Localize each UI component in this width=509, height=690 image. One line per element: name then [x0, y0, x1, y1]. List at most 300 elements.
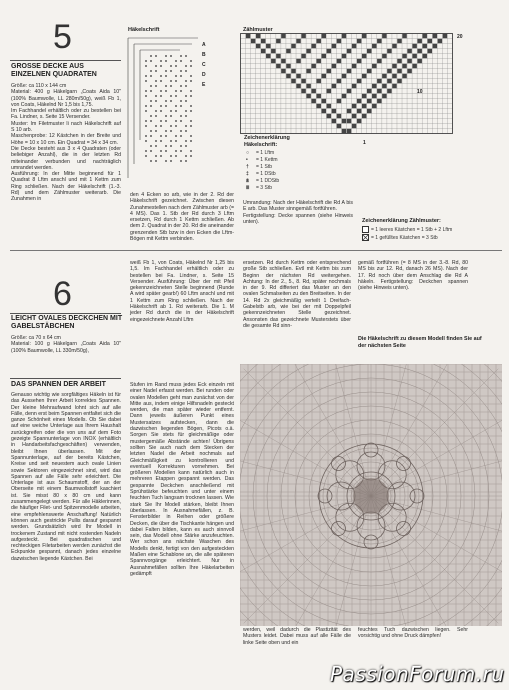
filled-cell [311, 64, 315, 68]
stitch-mark [170, 155, 172, 157]
stitch-mark [185, 145, 187, 147]
paragraph: Material: 100 g Häkelgarn „Coats Aida 10" (100% Baumwolle, LL 330m/50g), [11, 341, 121, 354]
stitch-mark [185, 80, 187, 82]
filled-cell [347, 129, 351, 133]
filled-cell [311, 89, 315, 93]
stitch-mark [160, 90, 162, 92]
filled-cell [352, 44, 356, 48]
filled-cell [412, 44, 416, 48]
filled-cell [337, 114, 341, 118]
filled-cell [342, 34, 346, 38]
filled-cell [246, 34, 250, 38]
stitch-mark [185, 155, 187, 157]
filled-cell [377, 59, 381, 63]
stitch-mark [185, 85, 187, 87]
stitch-mark [165, 55, 167, 57]
stitch-mark [180, 70, 182, 72]
stitch-mark [170, 145, 172, 147]
stitch-mark [145, 120, 147, 122]
stitch-mark [175, 140, 177, 142]
stitch-mark [185, 125, 187, 127]
stitch-mark [175, 125, 177, 127]
filled-cell [352, 84, 356, 88]
filled-cell [423, 34, 427, 38]
filled-cell [296, 39, 300, 43]
filled-cell [417, 49, 421, 53]
stitch-mark [160, 110, 162, 112]
filled-cell [362, 34, 366, 38]
filled-cell [276, 39, 280, 43]
stitch-mark [150, 100, 152, 102]
legend-text: = 1 Lftm [256, 150, 275, 156]
legend-text: = 1 DDStb [256, 178, 280, 184]
stitch-mark [180, 130, 182, 132]
chart-label-20: 20 [457, 34, 463, 40]
next-page-note: Die Häkelschrift zu diesem Modell finden Sie auf der nächsten Seite [358, 336, 482, 349]
stitch-mark [190, 120, 192, 122]
filled-cell [251, 39, 255, 43]
paragraph: feuchtes Tuch dazwischen liegen. Sehr vorsichtig und ohne Druck dämpfen! [358, 627, 468, 640]
stitch-mark [175, 95, 177, 97]
filled-cell [362, 104, 366, 108]
stitch-mark [170, 100, 172, 102]
stitch-mark [170, 140, 172, 142]
slip-stitch-symbol-icon: • [246, 157, 248, 163]
stitch-mark [155, 85, 157, 87]
stitch-mark [170, 55, 172, 57]
divider [10, 313, 121, 314]
stitch-mark [170, 125, 172, 127]
triple-treble-symbol-icon: ⩲ [246, 178, 249, 184]
stitch-mark [175, 80, 177, 82]
spannen-bottom1 [243, 627, 351, 646]
stitch-mark [145, 80, 147, 82]
stitch-mark [150, 55, 152, 57]
paragraph: Genauso wichtig wie sorgfältiges Häkeln ist für das Aussehen Ihrer Arbeit korrektes Spannen. Der kleine Mehraufwand lohnt sich auf alle Fälle, denn erst beim Spannen entfaltet sich die ganze Schönheit eines Modells. Ob Sie dabei auf eine weiche Unterlage aus Ihrem Haushalt zurückgreifen oder die von uns auf dem Foto gezeigte Spannunterlage von INOX (erhältlich in Handarbeitsfachgeschäften) verwenden, bleibt Ihnen überlassen. Mit der Spannunterlage, auf der bereits Kästchen, Kreise und seit neuestem auch ovale Linien sowie Sektoren eingezeichnet sind, wird das Spannen auf alle Fälle sehr erleichtert. Die Unterlage ist aus Schaumstoff, der an der Oberseite mit einem Baumwollstoff kaschiert ist. Sie misst 80 x 80 cm und kann zusammengelegt werden. Für alle Häklerinnen, die häufiger Filet- und Spitzenmodelle arbeiten, eine empfehlenswerte Anschaffung! Natürlich können auch gestrickte Pullis darauf gespannt werden. Grundsätzlich wird Ihr Modell in trockenem Zustand mit nicht rostenden Nadeln aufgesteckt. Bei quadratischen und rechteckigen Filetarbeiten werden zunächst die Eckpunkte gespannt, danach jedes einzelne dazwischen liegende Kästchen. Bei [11, 392, 121, 562]
filled-cell [342, 74, 346, 78]
filled-cell [286, 64, 290, 68]
stitch-mark [165, 85, 167, 87]
stitch-mark [190, 105, 192, 107]
stitch-mark [175, 65, 177, 67]
filled-cell [332, 119, 336, 123]
stitch-mark [155, 155, 157, 157]
stitch-mark [165, 135, 167, 137]
stitch-mark [185, 130, 187, 132]
stitch-mark [155, 80, 157, 82]
filled-cell [402, 74, 406, 78]
stitch-mark [190, 155, 192, 157]
filled-cell [327, 49, 331, 53]
filled-cell [372, 104, 376, 108]
filled-box-icon [362, 234, 369, 241]
crochet-chart-title: Häkelschrift [128, 27, 160, 33]
filled-cell [397, 59, 401, 63]
filled-cell [306, 94, 310, 98]
count-chart [240, 33, 458, 141]
stitch-mark [185, 70, 187, 72]
filled-cell [322, 34, 326, 38]
stitch-mark [180, 85, 182, 87]
filled-cell [317, 39, 321, 43]
stitch-mark [190, 80, 192, 82]
stitch-mark [160, 80, 162, 82]
stitch-mark [160, 135, 162, 137]
filled-cell [266, 44, 270, 48]
legend2-list [362, 226, 452, 242]
filled-cell [382, 84, 386, 88]
stitch-mark [150, 85, 152, 87]
stitch-mark [160, 140, 162, 142]
filled-cell [311, 44, 315, 48]
stitch-mark [145, 150, 147, 152]
stitch-mark [160, 75, 162, 77]
filled-cell [407, 59, 411, 63]
filled-cell [327, 104, 331, 108]
filled-cell [423, 44, 427, 48]
stitch-mark [165, 115, 167, 117]
filled-cell [347, 69, 351, 73]
stitch-mark [170, 160, 172, 162]
stitch-mark [185, 110, 187, 112]
stitch-mark [170, 115, 172, 117]
watermark: PassionForum.ru [330, 662, 505, 686]
filled-cell [352, 124, 356, 128]
stitch-mark [160, 105, 162, 107]
empty-box-icon [362, 226, 369, 233]
section-number-6: 6 [53, 275, 72, 313]
stitch-mark [180, 100, 182, 102]
stitch-mark [170, 85, 172, 87]
spannen-col2 [130, 382, 234, 577]
chart-label-10: 10 [417, 89, 423, 95]
paragraph: Die Decke besteht aus 3 x 4 Quadraten (oder beliebiger Anzahl), die in der letzten Rd miteinander verbunden und nachträglich umrandet werden. [11, 145, 121, 171]
paragraph: Ausführung: In der Mitte beginnend für 1 Quadrat 8 Lftm anschl und mit 1 Kettm zum Ring schließen. Nach der Häkelschrift (1.-3. Rd) und dem Zählmuster weiterarb. Die Zunahmen in [11, 171, 121, 203]
filled-cell [256, 34, 260, 38]
filled-cell [417, 39, 421, 43]
treble-symbol-icon: † [246, 164, 249, 170]
stitch-mark [180, 150, 182, 152]
stitch-mark [175, 150, 177, 152]
filled-cell [301, 34, 305, 38]
filled-cell [357, 119, 361, 123]
stitch-mark [190, 135, 192, 137]
stitch-mark [175, 105, 177, 107]
filled-cell [392, 84, 396, 88]
stitch-mark [150, 135, 152, 137]
stitch-mark [150, 60, 152, 62]
spannen-bottom2 [358, 627, 468, 640]
stitch-mark [170, 130, 172, 132]
spannen-col1 [11, 392, 121, 562]
filled-cell [291, 69, 295, 73]
stitch-mark [145, 65, 147, 67]
filled-cell [332, 64, 336, 68]
stitch-mark [170, 80, 172, 82]
filled-cell [412, 54, 416, 58]
stitch-mark [145, 105, 147, 107]
filled-cell [352, 114, 356, 118]
filled-cell [377, 39, 381, 43]
legend-text: = 1 Kettm [256, 157, 278, 163]
filled-cell [256, 44, 260, 48]
stitch-mark [165, 100, 167, 102]
filled-cell [276, 64, 280, 68]
stitch-mark [185, 65, 187, 67]
stitch-mark [155, 160, 157, 162]
filled-cell [433, 34, 437, 38]
stitch-mark [185, 140, 187, 142]
filled-cell [322, 54, 326, 58]
stitch-mark [165, 90, 167, 92]
filled-cell [291, 79, 295, 83]
section-6-col2 [130, 260, 234, 323]
stitch-mark [180, 55, 182, 57]
stitch-mark [145, 155, 147, 157]
divider [10, 250, 502, 251]
paragraph: Maschenprobe: 12 Kästchen in der Breite und Höhe = 10 x 10 cm. Ein Quadrat = 34 x 34 cm. [11, 133, 121, 146]
filled-cell [311, 99, 315, 103]
stitch-mark [150, 75, 152, 77]
filled-cell [337, 79, 341, 83]
stitch-mark [175, 60, 177, 62]
filled-cell [327, 89, 331, 93]
filled-cell [347, 49, 351, 53]
filled-cell [332, 84, 336, 88]
stitch-mark [170, 65, 172, 67]
legend2-title: Zeichenerklärung Zählmuster: [362, 218, 441, 224]
filled-cell [342, 54, 346, 58]
filled-cell [362, 74, 366, 78]
filled-cell [357, 39, 361, 43]
filled-cell [357, 109, 361, 113]
stitch-mark [145, 135, 147, 137]
divider [10, 378, 121, 379]
filled-cell [347, 119, 351, 123]
filled-cell [306, 49, 310, 53]
three-treble-symbol-icon: Ⅲ [246, 185, 250, 191]
stitch-mark [175, 155, 177, 157]
stitch-mark [160, 155, 162, 157]
filled-cell [306, 84, 310, 88]
crochet-chart [126, 34, 212, 180]
stitch-mark [155, 100, 157, 102]
filled-cell [417, 59, 421, 63]
legend-item [246, 150, 279, 157]
legend-text: = 3 Stb [256, 185, 272, 191]
filled-cell [286, 74, 290, 78]
filled-cell [377, 79, 381, 83]
filled-cell [317, 104, 321, 108]
stitch-mark [190, 125, 192, 127]
filled-cell [286, 49, 290, 53]
filled-cell [392, 74, 396, 78]
stitch-mark [145, 95, 147, 97]
filled-cell [317, 79, 321, 83]
filled-cell [433, 44, 437, 48]
stitch-mark [175, 90, 177, 92]
filled-cell [327, 114, 331, 118]
stitch-mark [150, 105, 152, 107]
blocking-board-photo [240, 364, 502, 626]
filled-cell [337, 39, 341, 43]
filled-cell [357, 99, 361, 103]
filled-cell [392, 44, 396, 48]
filled-cell [261, 49, 265, 53]
filled-cell [332, 109, 336, 113]
stitch-mark [185, 100, 187, 102]
stitch-mark [180, 115, 182, 117]
stitch-mark [160, 150, 162, 152]
filled-cell [407, 69, 411, 73]
legend-text: = 1 leeres Kästchen = 1 Stb + 2 Lftm [371, 226, 453, 233]
crochet-text [130, 192, 234, 242]
filled-cell [387, 49, 391, 53]
legend-list [246, 150, 279, 192]
filled-cell [367, 69, 371, 73]
paragraph: Stufen im Rand muss jedes Eck einzeln mit einer Nadel erfasst werden. Bei runden oder ovalen Modellen geht man zunächst von der Mitte aus, indem einige Hilfsnadeln gesteckt werden, die man später wieder entfernt. Dann jeweils äußeren Punkt eines Mustersatzes aufstecken, dann die dazwischen liegenden Bögen, Picots o.ä. Sorgen Sie stets für gleichmäßige oder mustergemäße Abstände achten! Übrigens sollten Sie auch nach dem Stecken der letzten Nadel die Arbeit nochmals auf Gleichmäßigkeit zu kontrollieren und eventuell Korrekturen vornehmen. Bei größeren Modellen kann natürlich auch in mehreren Etappen gespannt werden. Das gespannte Deckchen anschließend mit Sprühstärke befeuchten und unter einem feuchten Tuch langsam trocknen lassen. Wie stark Sie Ihr Modell stärken, bleibt Ihnen überlassen. In Ausnahmefällen, z. B. Fensterbilder in Reihen oder größere Decken, die über die Tischkante hängen und dabei Falten bilden, kann es auch sinnvoll sein, das Modell ohne Stärke anzufeuchten. Wer schon ans nächste Waschen des Modells denkt, fertigt von den aufgesteckten Maßen eine Schablone an, die alle späteren Spannvorgänge erleichtert. Nur in Ausnahmefällen sollten Ihre Häkelarbeiten gedämpft [130, 382, 234, 577]
section-title-6: LEICHT OVALES DECKCHEN MIT GABELSTÄBCHEN [11, 315, 123, 330]
stitch-mark [190, 65, 192, 67]
stitch-mark [180, 75, 182, 77]
stitch-mark [180, 135, 182, 137]
filled-cell [387, 89, 391, 93]
filled-cell [322, 109, 326, 113]
stitch-mark [150, 120, 152, 122]
stitch-mark [150, 145, 152, 147]
paragraph: den 4 Ecken so arb, wie in der 2. Rd der Häkelschrift gezeichnet. Zwischen diesen Zunahmestellen nach dem Zählmuster arb (= 4 MS). Das 1. Stb der Rd durch 3 Lftm ersetzen, Rd durch 1 Kettm schließen. Ab dem 2. Quadrat in der 20. Rd die aneinander grenzenden Stb bzw in den Ecken die Lftm-Bögen mit Kettm verbinden. [130, 192, 234, 243]
filled-cell [387, 69, 391, 73]
paragraph: werden, weil dadurch die Plastizität des Musters leidet. Dabei muss auf alle Fälle die linke Seite oben und ein [243, 627, 351, 646]
filled-cell [357, 59, 361, 63]
filled-cell [412, 64, 416, 68]
paragraph: Größe: ca 110 x 144 cm [11, 83, 67, 89]
stitch-mark [165, 120, 167, 122]
section-number-5: 5 [53, 18, 72, 56]
filled-cell [397, 79, 401, 83]
stitch-mark [185, 55, 187, 57]
stitch-mark [170, 70, 172, 72]
stitch-mark [145, 125, 147, 127]
paragraph: Muster: Im Filetmuster li nach Häkelschrift auf S 10 arb. [11, 120, 121, 134]
stitch-mark [180, 60, 182, 62]
filled-cell [397, 39, 401, 43]
filled-cell [367, 49, 371, 53]
row-label-a: A [202, 42, 206, 48]
stitch-mark [155, 70, 157, 72]
filled-cell [281, 69, 285, 73]
stitch-mark [160, 95, 162, 97]
stitch-mark [145, 90, 147, 92]
stitch-mark [165, 70, 167, 72]
section-title-5: GROSSE DECKE AUS EINZELNEN QUADRATEN [11, 63, 97, 78]
filled-cell [382, 74, 386, 78]
filled-cell [276, 54, 280, 58]
stitch-mark [180, 120, 182, 122]
filled-cell [342, 129, 346, 133]
filled-cell [352, 104, 356, 108]
filled-cell [372, 94, 376, 98]
row-label-d: D [202, 72, 206, 78]
row-label-c: C [202, 62, 206, 68]
filled-cell [337, 59, 341, 63]
stitch-mark [165, 60, 167, 62]
stitch-mark [190, 75, 192, 77]
stitch-mark [180, 160, 182, 162]
filled-cell [387, 79, 391, 83]
stitch-mark [190, 150, 192, 152]
stitch-mark [175, 110, 177, 112]
legend-text: = 1 DStb [256, 171, 276, 177]
filled-cell [337, 124, 341, 128]
chain-symbol-icon: ○ [246, 150, 250, 156]
filled-cell [322, 99, 326, 103]
paragraph: Im Fachhandel erhältlich oder zu bestellen bei Fa. Lindner, s. Seite 15 Versender. [11, 108, 121, 121]
filled-cell [372, 44, 376, 48]
chart-label-1: 1 [363, 140, 366, 146]
stitch-mark [165, 160, 167, 162]
filled-cell [337, 99, 341, 103]
legend-text: = 1 gefülltes Kästchen = 3 Stb [371, 234, 438, 241]
filled-cell [428, 49, 432, 53]
legend-item [246, 164, 279, 171]
filled-cell [367, 89, 371, 93]
filled-cell [407, 49, 411, 53]
stitch-mark [160, 120, 162, 122]
filled-cell [301, 89, 305, 93]
filled-cell [322, 74, 326, 78]
stitch-mark [180, 90, 182, 92]
filled-cell [342, 94, 346, 98]
filled-cell [271, 49, 275, 53]
filled-cell [382, 34, 386, 38]
filled-cell [443, 34, 447, 38]
stitch-mark [185, 95, 187, 97]
stitch-mark [175, 75, 177, 77]
filled-cell [296, 74, 300, 78]
filled-cell [261, 39, 265, 43]
legend-item [246, 157, 279, 164]
stitch-mark [150, 70, 152, 72]
stitch-mark [160, 125, 162, 127]
count-chart-title: Zählmuster [243, 27, 273, 33]
paragraph: Material: 400 g Häkelgarn „Coats Aida 10" (100% Baumwolle, LL 280m/50g), weiß Fb 1, von Coats, Häkelnd Nr 1,5 bis 1,75. [11, 89, 121, 108]
stitch-mark [150, 130, 152, 132]
filled-cell [266, 54, 270, 58]
filled-cell [377, 99, 381, 103]
legend-item [246, 178, 279, 185]
paragraph: Umrandung: Nach der Häkelschrift die Rd A bis E arb. Das Muster sinngemäß fortführen. [243, 200, 353, 213]
stitch-mark [155, 140, 157, 142]
filled-cell [377, 89, 381, 93]
filled-cell [347, 109, 351, 113]
stitch-mark [155, 110, 157, 112]
count-notes [243, 200, 353, 225]
stitch-mark [165, 75, 167, 77]
filled-cell [281, 59, 285, 63]
stitch-mark [165, 105, 167, 107]
stitch-mark [190, 60, 192, 62]
divider [10, 60, 121, 61]
filled-cell [423, 54, 427, 58]
spannen-title: DAS SPANNEN DER ARBEIT [11, 381, 106, 388]
stitch-mark [160, 60, 162, 62]
stitch-mark [190, 90, 192, 92]
filled-cell [382, 54, 386, 58]
stitch-mark [145, 60, 147, 62]
legend-item [362, 234, 452, 242]
stitch-mark [145, 110, 147, 112]
